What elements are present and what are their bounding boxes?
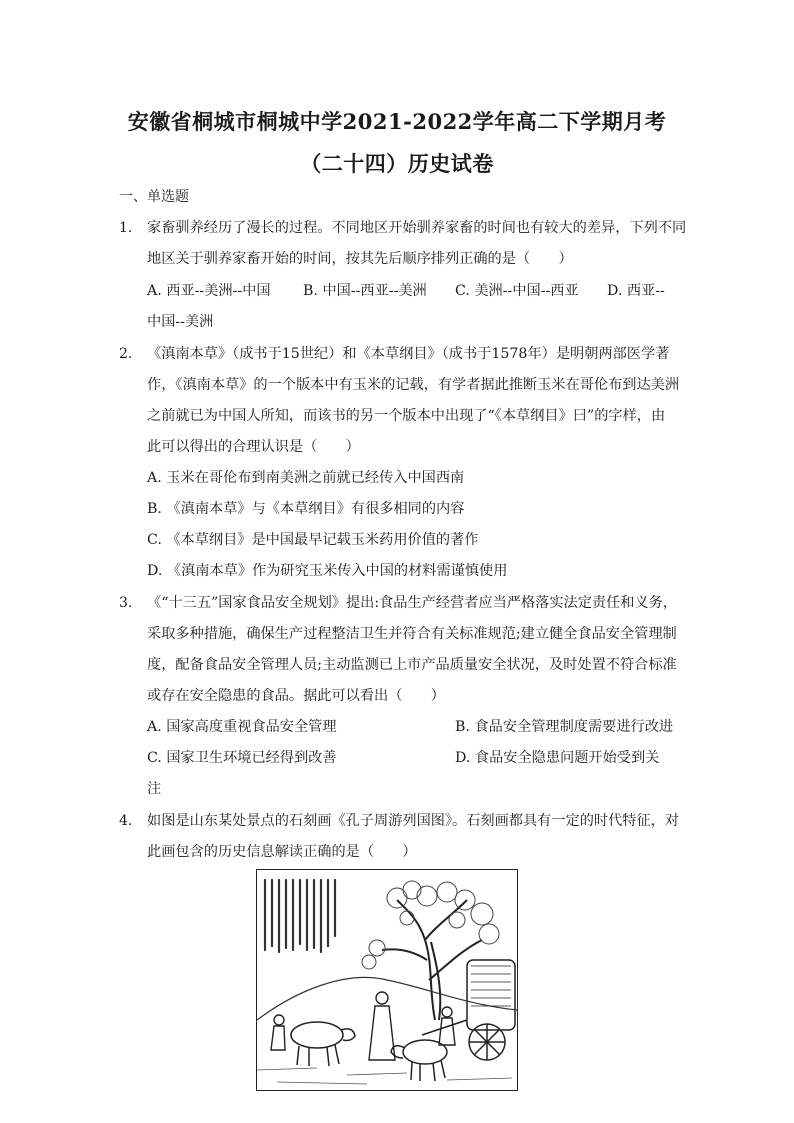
ox-right (391, 1040, 447, 1081)
carved-inscription (265, 880, 335, 952)
question-number: 3. (119, 595, 133, 611)
question-text-line: 之前就已为中国人所知，而该书的另一个版本中出现了“《本草纲目》曰”的字样，由 (147, 408, 666, 424)
question-text-line: 《滇南本草》（成书于15世纪）和《本草纲目》（成书于1578年）是明朝两部医学著 (147, 346, 670, 362)
option-c[interactable]: C. 《本草纲目》是中国最早记载玉米药用价值的著作 (147, 532, 479, 548)
exam-title-line2: （二十四）历史试卷 (300, 151, 494, 176)
option-a[interactable]: A. 玉米在哥伦布到南美洲之前就已经传入中国西南 (147, 470, 465, 486)
question-text-line: 地区关于驯养家畜开始的时间，按其先后顺序排列正确的是（ ） (147, 251, 573, 267)
tree-foliage (362, 881, 499, 969)
stone-carving-illustration (256, 869, 518, 1091)
option-c[interactable]: C. 美洲--中国--西亚 (455, 283, 579, 299)
option-b[interactable]: B. 中国--西亚--美洲 (303, 283, 427, 299)
option-a[interactable]: A. 国家高度重视食品安全管理 (147, 719, 337, 735)
question-text-line: 采取多种措施，确保生产过程整洁卫生并符合有关标准规范;建立健全食品安全管理制 (147, 626, 677, 642)
question-text-line: 此可以得出的合理认识是（ ） (147, 439, 360, 455)
hill-outline (257, 977, 517, 1020)
question-text-line: 或存在安全隐患的食品。据此可以看出（ ） (147, 688, 445, 704)
exam-title-line1: 安徽省桐城市桐城中学2021-2022学年高二下学期月考 (127, 109, 667, 134)
question-text-line: 此画包含的历史信息解读正确的是（ ） (147, 844, 417, 860)
question-text-line: 度，配备食品安全管理人员;主动监测已上市产品质量安全状况，及时处置不符合标准 (147, 657, 677, 673)
option-d[interactable]: D. 《滇南本草》作为研究玉米传入中国的材料需谨慎使用 (147, 563, 508, 579)
option-c[interactable]: C. 国家卫生环境已经得到改善 (147, 750, 337, 766)
question-text-line: 《“十三五”国家食品安全规划》提出:食品生产经营者应当严格落实法定责任和义务， (147, 595, 678, 611)
option-d[interactable]: D. 西亚-- (607, 283, 665, 299)
question-text-line: 作，《滇南本草》的一个版本中有玉米的记载，有学者据此推断玉米在哥伦布到达美洲 (147, 377, 680, 393)
question-number: 1. (119, 220, 133, 236)
option-d-continued: 注 (147, 781, 162, 797)
question-number: 4. (119, 813, 133, 829)
option-a[interactable]: A. 西亚--美洲--中国 (147, 283, 271, 299)
ground-texture (257, 1068, 512, 1084)
question-text-line: 家畜驯养经历了漫长的过程。不同地区开始驯养家畜的时间也有较大的差异，下列不同 (147, 220, 687, 236)
option-b[interactable]: B. 《滇南本草》与《本草纲目》有很多相同的内容 (147, 501, 465, 517)
option-d[interactable]: D. 食品安全隐患问题开始受到关 (455, 750, 660, 766)
question-number: 2. (119, 346, 133, 362)
option-b[interactable]: B. 食品安全管理制度需要进行改进 (455, 719, 674, 735)
ox-left (291, 1022, 355, 1066)
section-heading: 一、单选题 (119, 189, 189, 205)
confucius-travels-drawing (257, 870, 517, 1090)
option-d-continued: 中国--美洲 (147, 314, 214, 330)
question-text-line: 如图是山东某处景点的石刻画《孔子周游列国图》。石刻画都具有一定的时代特征，对 (147, 813, 680, 829)
